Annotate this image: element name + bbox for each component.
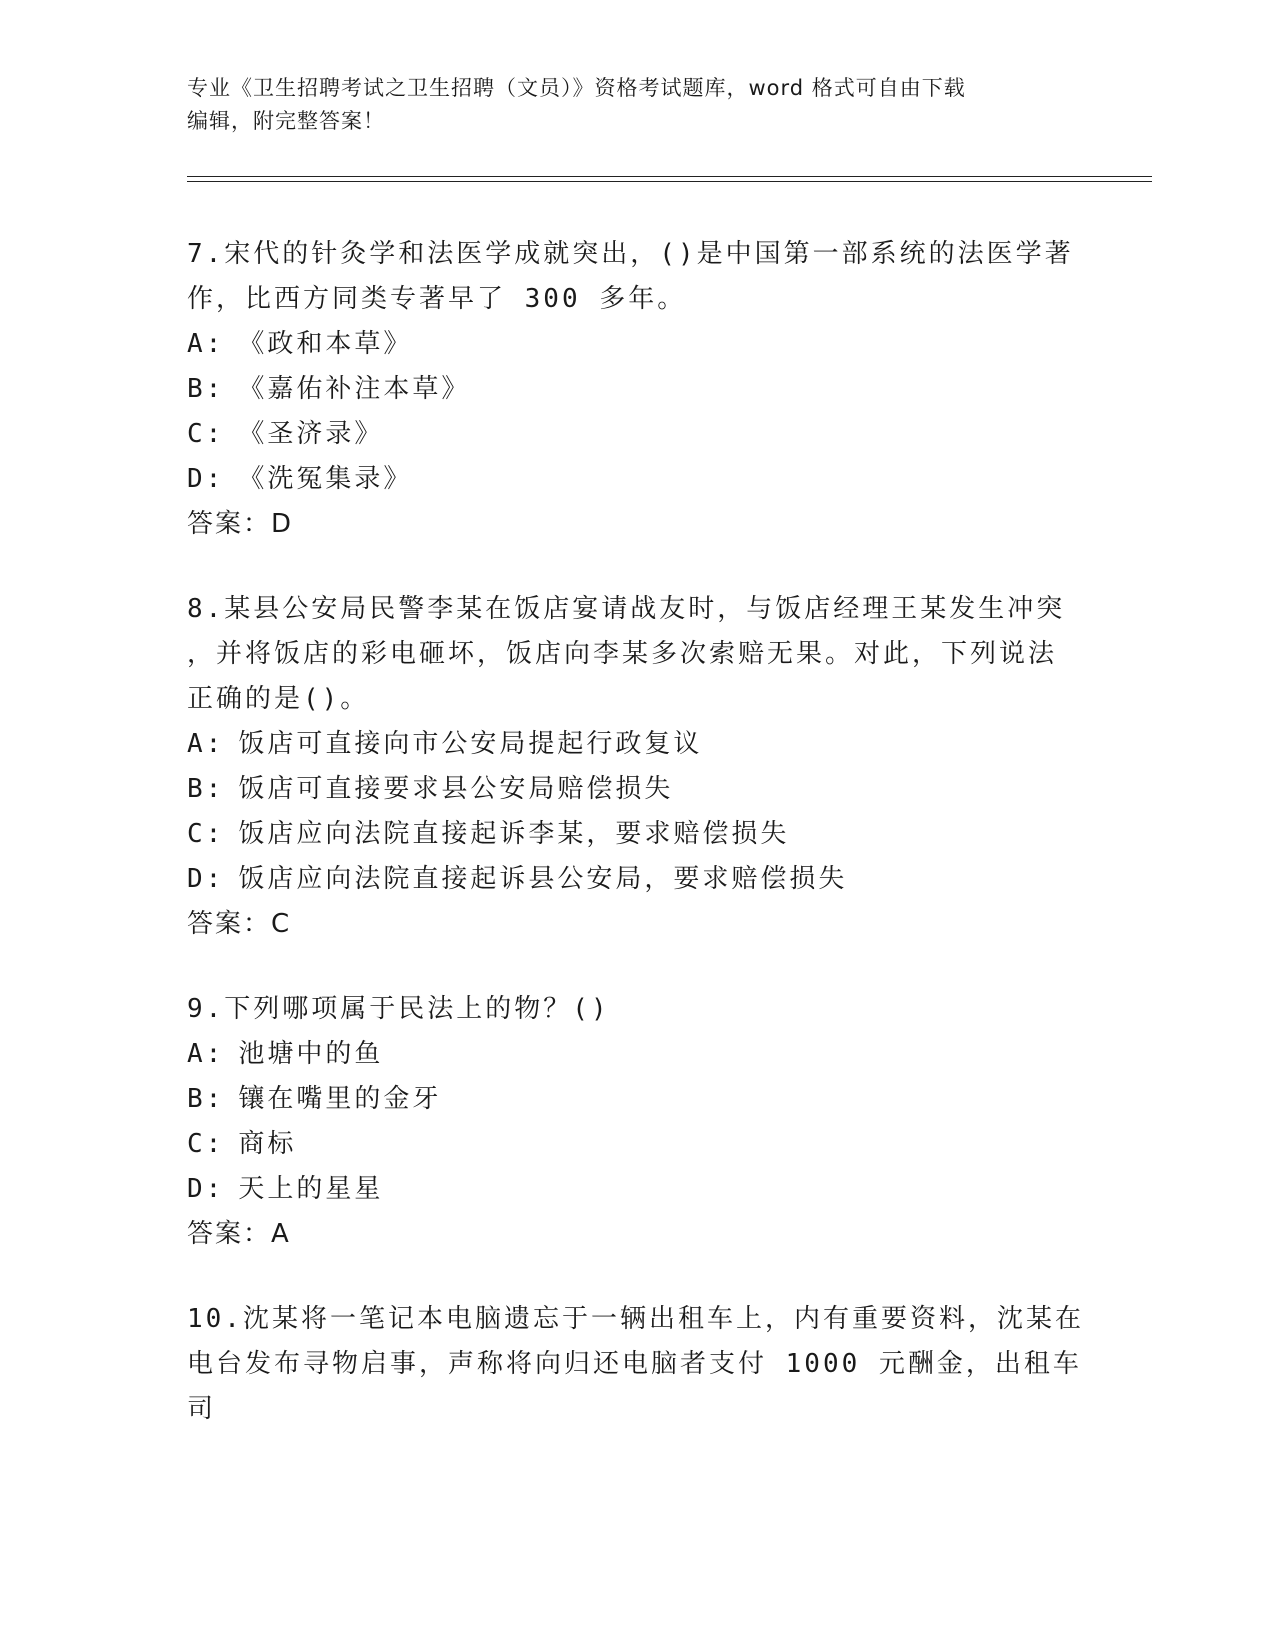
question-stem-line: 9.下列哪项属于民法上的物？() — [187, 994, 610, 1024]
option-d — [187, 457, 1087, 502]
answer-line: 答案：D — [187, 509, 294, 539]
header-line-2: 编辑，附完整答案！ — [187, 109, 385, 133]
option-key: D: — [187, 464, 225, 494]
option-key: A: — [187, 729, 225, 759]
option-a — [187, 1032, 1087, 1077]
option-key: A: — [187, 329, 225, 359]
question-9 — [187, 987, 1087, 1257]
question-stem-line: ，并将饭店的彩电砸坏，饭店向李某多次索赔无果。对此，下列说法 — [187, 639, 1058, 669]
document-header — [187, 72, 1087, 138]
option-c — [187, 812, 1087, 857]
option-d — [187, 1167, 1087, 1212]
option-key: D: — [187, 1174, 225, 1204]
option-key: C: — [187, 419, 225, 449]
option-text: 饭店应向法院直接起诉李某，要求赔偿损失 — [238, 819, 790, 849]
option-text: 《圣济录》 — [238, 419, 384, 449]
option-c — [187, 1122, 1087, 1167]
option-text: 天上的星星 — [238, 1174, 384, 1204]
option-d — [187, 857, 1087, 902]
question-list — [187, 232, 1087, 1472]
header-rule-bottom — [187, 181, 1152, 182]
option-b — [187, 367, 1087, 412]
option-a — [187, 722, 1087, 767]
option-text: 《政和本草》 — [238, 329, 413, 359]
option-key: C: — [187, 819, 225, 849]
option-key: B: — [187, 1084, 225, 1114]
option-a — [187, 322, 1087, 367]
option-text: 《嘉佑补注本草》 — [238, 374, 471, 404]
option-text: 《洗冤集录》 — [238, 464, 413, 494]
option-c — [187, 412, 1087, 457]
answer-line: 答案：C — [187, 909, 292, 939]
option-key: C: — [187, 1129, 225, 1159]
question-stem-line: 电台发布寻物启事，声称将向归还电脑者支付 1000 元酬金，出租车司 — [187, 1349, 1082, 1424]
option-key: D: — [187, 864, 225, 894]
option-text: 饭店应向法院直接起诉县公安局，要求赔偿损失 — [238, 864, 848, 894]
question-10 — [187, 1297, 1087, 1432]
option-key: A: — [187, 1039, 225, 1069]
option-text: 饭店可直接向市公安局提起行政复议 — [238, 729, 703, 759]
option-b — [187, 1077, 1087, 1122]
question-stem-line: 作，比西方同类专著早了 300 多年。 — [187, 284, 687, 314]
option-text: 商标 — [238, 1129, 297, 1159]
question-stem-line: 8.某县公安局民警李某在饭店宴请战友时，与饭店经理王某发生冲突 — [187, 594, 1066, 624]
question-stem-line: 10.沈某将一笔记本电脑遗忘于一辆出租车上，内有重要资料，沈某在 — [187, 1304, 1084, 1334]
question-8 — [187, 587, 1087, 947]
answer-line: 答案：A — [187, 1219, 291, 1249]
option-key: B: — [187, 374, 225, 404]
question-stem-line: 正确的是()。 — [187, 684, 370, 714]
question-stem-line: 7.宋代的针灸学和法医学成就突出，()是中国第一部系统的法医学著 — [187, 239, 1074, 269]
question-7 — [187, 232, 1087, 547]
header-line-1: 专业《卫生招聘考试之卫生招聘（文员）》资格考试题库，word 格式可自由下载 — [187, 76, 966, 100]
option-b — [187, 767, 1087, 812]
option-text: 池塘中的鱼 — [238, 1039, 384, 1069]
header-rule-top — [187, 176, 1152, 177]
option-text: 镶在嘴里的金牙 — [238, 1084, 442, 1114]
option-key: B: — [187, 774, 225, 804]
option-text: 饭店可直接要求县公安局赔偿损失 — [238, 774, 674, 804]
